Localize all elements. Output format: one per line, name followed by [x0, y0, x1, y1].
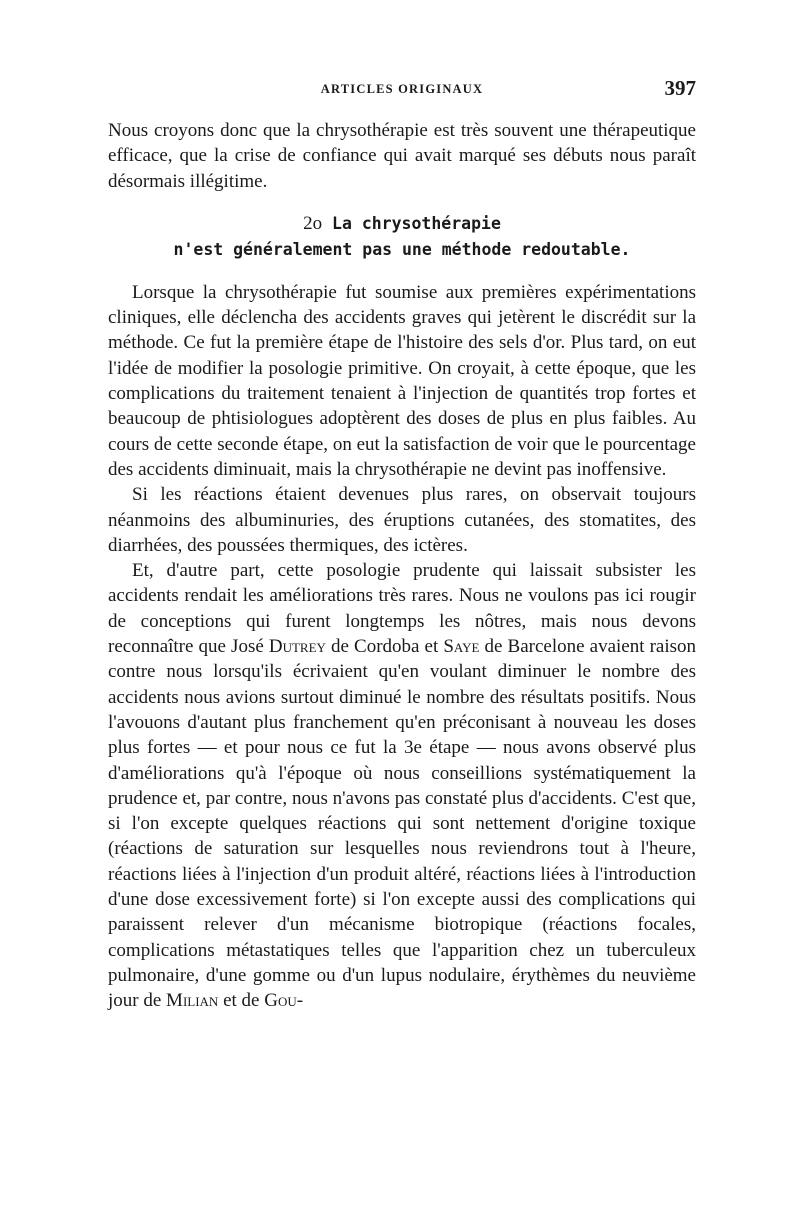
author-name-saye: Saye: [443, 636, 480, 658]
paragraph-3-text-a: Et, d'autre part, cette posologie prudente qui laissait subsister les accidents rendait les améliorations très rares. Nous ne voulons pas ici rougir de conceptions qui furent longtemps les nôtres, mais nous devons reconnaître que José: [108, 560, 696, 658]
paragraph-1: Lorsque la chrysothérapie fut soumise aux premières expérimentations cliniques, elle déclencha des accidents graves qui jetèrent le discrédit sur la méthode. Ce fut la première étape de l'histoire des sels d'or. Plus tard, on eut l'idée de modifier la posologie primitive. On croyait, à cette époque, que les complications du traitement tenaient à l'injection de quantités trop fortes et beaucoup de phtisiologues adoptèrent des doses de plus en plus faibles. Au cours de cette seconde étape, on eut la satisfaction de voir que le pourcentage des accidents diminuait, mais la chrysothérapie ne devint pas inoffensive.: [108, 281, 696, 480]
paragraph-3-text-b: de Cordoba et: [325, 636, 444, 658]
paragraph-2: Si les réactions étaient devenues plus rares, on observait toujours néanmoins des albuminuries, des éruptions cutanées, des stomatites, des diarrhées, des poussées thermiques, des ictères.: [108, 484, 696, 556]
paragraph-3: [108, 558, 696, 1013]
section-title-line1: La chrysothérapie: [332, 213, 501, 233]
author-name-gou: Gou-: [264, 990, 304, 1012]
page-header: [108, 76, 696, 102]
paragraph-3-text-d: et de: [218, 990, 265, 1012]
section-heading: [108, 211, 696, 263]
section-number: 2o: [303, 212, 323, 234]
article-body: [108, 118, 696, 1014]
paragraph-3-text-c: de Barcelone avaient raison contre nous lorsqu'ils écrivaient qu'en voulant diminuer le nombre des accidents nous avions surtout diminué le nombre des résultats positifs. Nous l'avouons d'autant plus franchement qu'en préconisant à nouveau les doses plus fortes — et pour nous ce fut la 3e étape — nous avons observé plus d'améliorations qu'à l'époque où nous conseillions systématiquement la prudence et, par contre, nous n'avons pas constaté plus d'accidents. C'est que, si l'on excepte quelques réactions qui sont nettement d'origine toxique (réactions de saturation sur lesquelles nous reviendrons tout à l'heure, réactions liées à l'injection d'un produit altéré, réactions liées à l'introduction d'une dose excessivement forte) si l'on excepte aussi des complications qui paraissent relever d'un mécanisme biotropique (réactions focales, complications métastatiques telles que l'apparition chez un tuberculeux pulmonaire, d'une gomme ou d'un lupus nodulaire, érythèmes du neuvième jour de: [108, 636, 697, 1012]
author-name-dutrey: Dutrey: [268, 636, 326, 658]
section-heading-line1: [108, 211, 696, 237]
section-title-line2: n'est généralement pas une méthode redoutable.: [173, 239, 631, 259]
page-number: 397: [664, 76, 696, 100]
author-name-milian: Milian: [166, 990, 219, 1012]
running-title: ARTICLES ORIGINAUX: [320, 82, 484, 96]
intro-paragraph: Nous croyons donc que la chrysothérapie est très souvent une thérapeutique efficace, que la crise de confiance qui avait marqué ses débuts nous paraît désormais illégitime.: [108, 120, 696, 192]
